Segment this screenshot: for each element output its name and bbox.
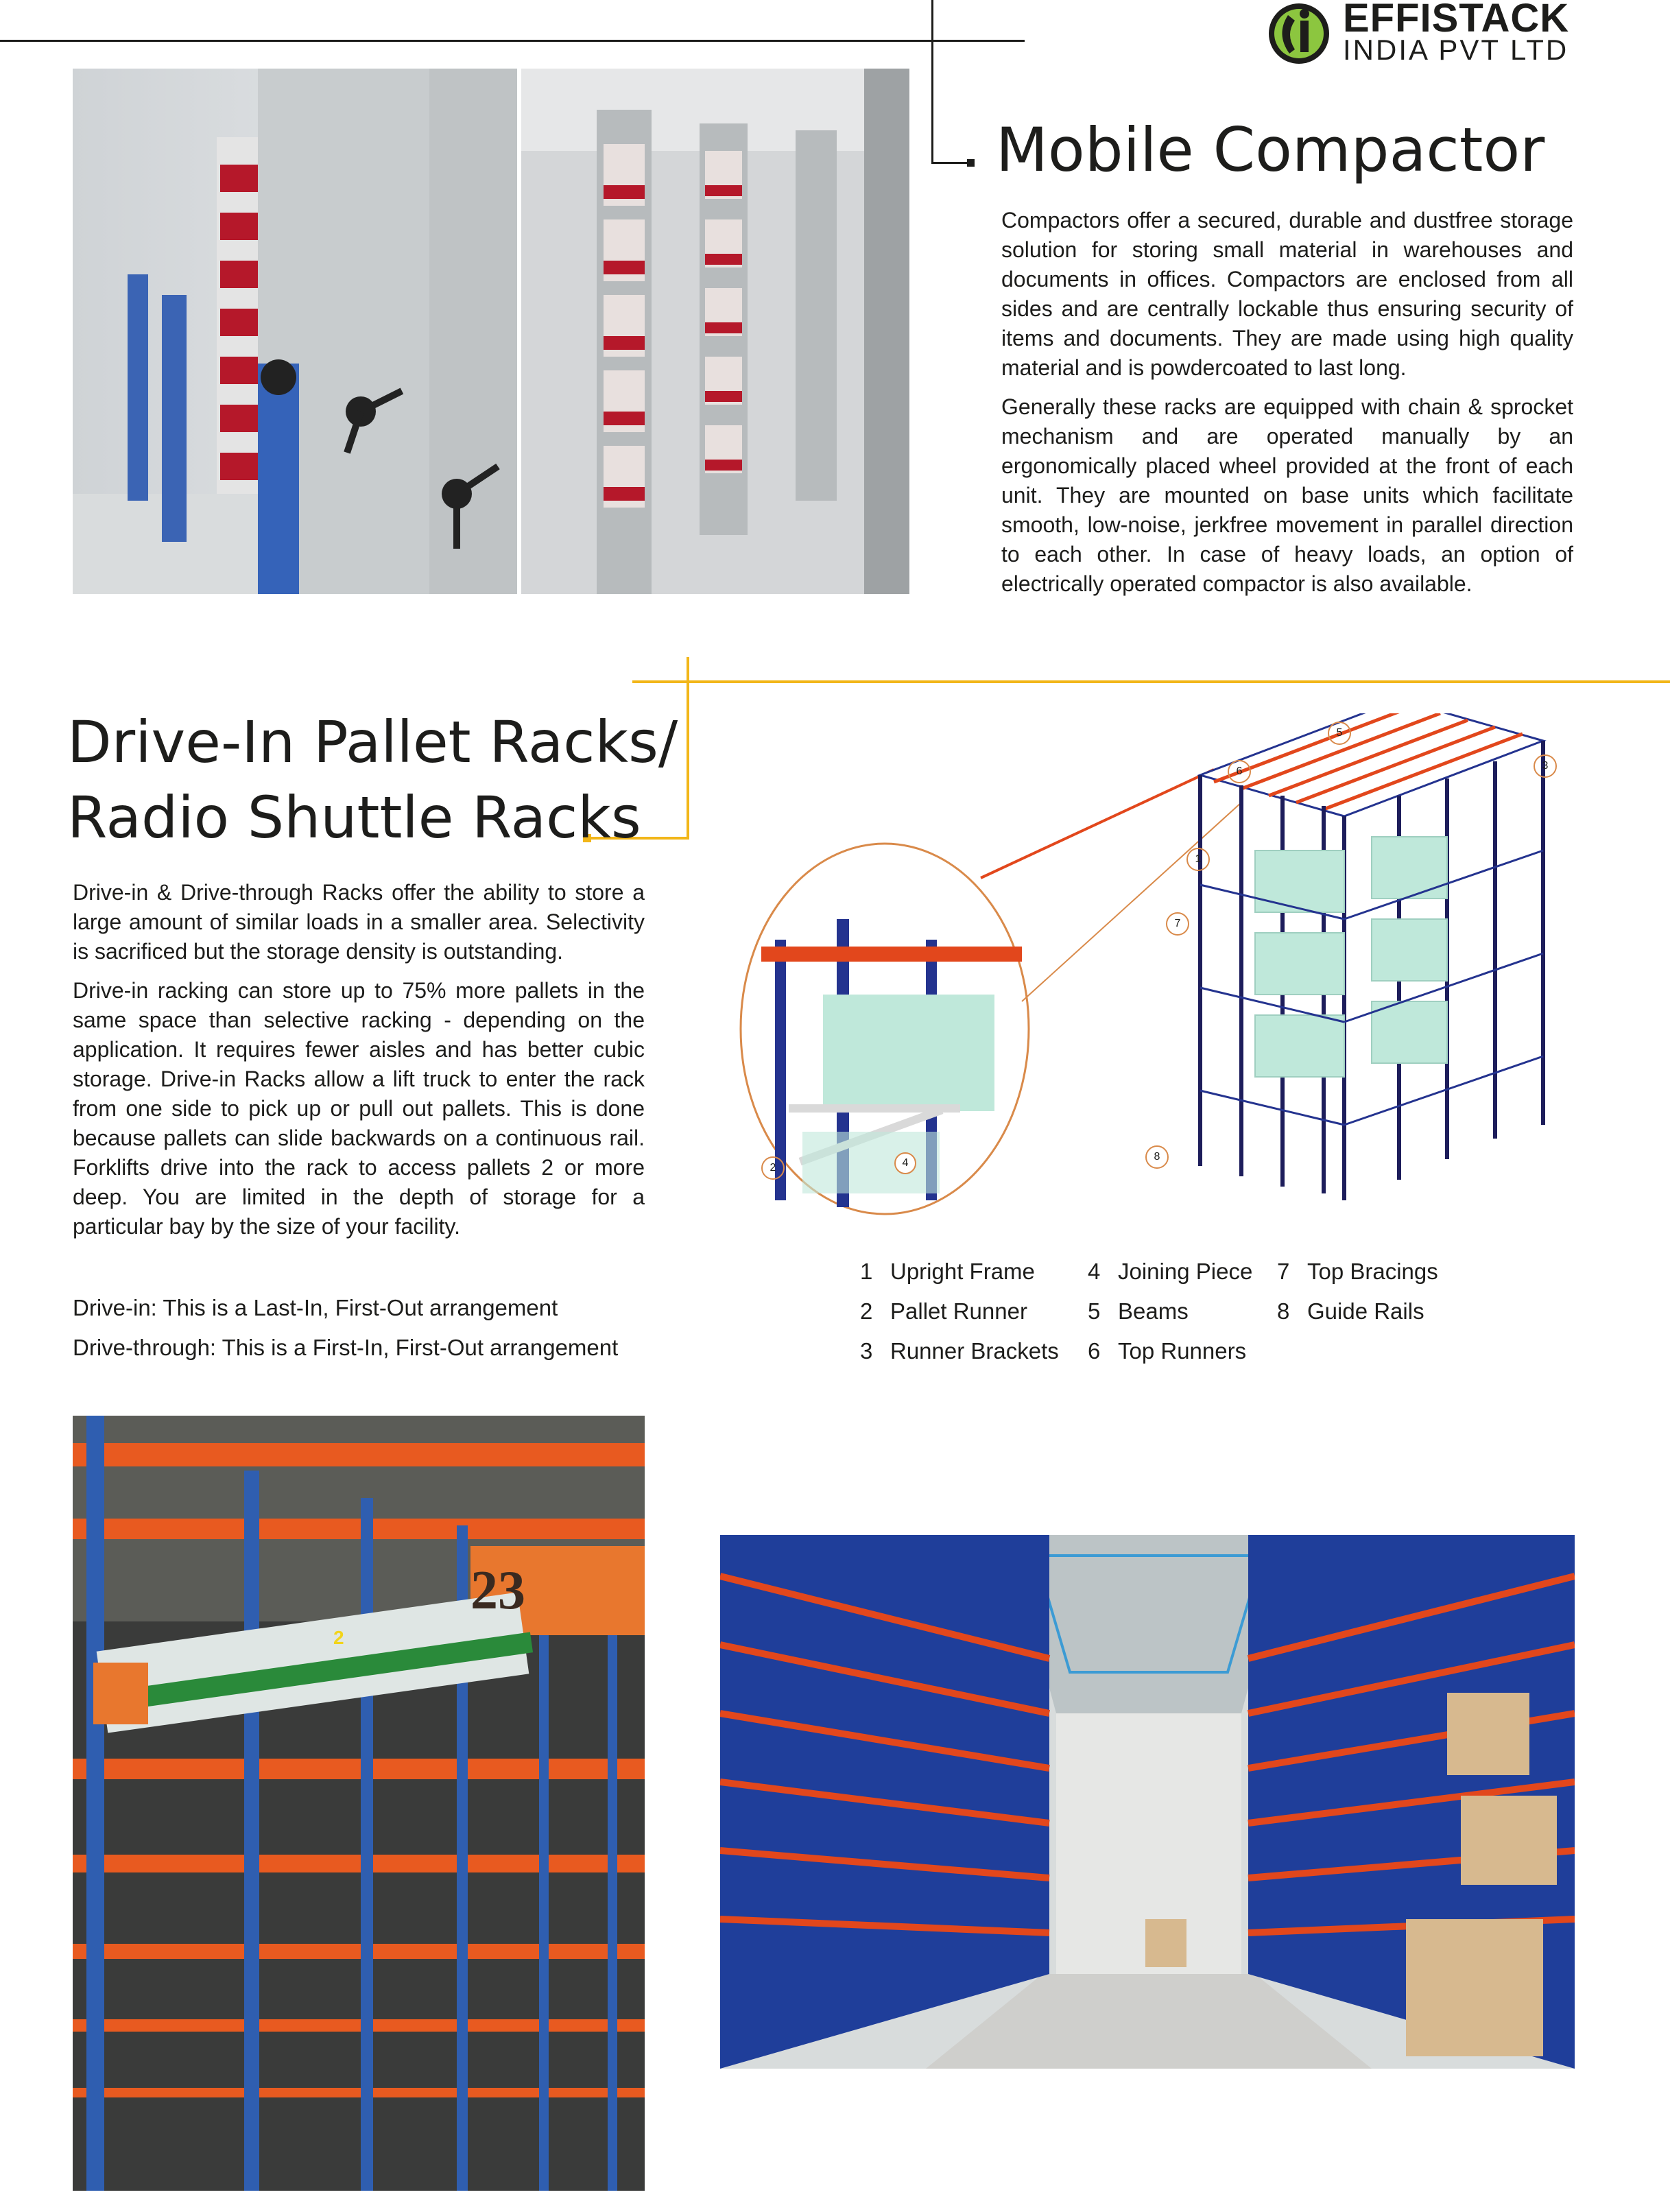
callout-2: 2 [761,1156,785,1180]
callout-3: 3 [1534,754,1557,778]
brand-name: EFFISTACK [1343,0,1570,40]
drive-in-para-2: Drive-in racking can store up to 75% more pallets in the same space than selective racking - depending on the application. It requires fewer aisles and has better cubic storage. Drive-in Racks allow a lift truck to enter the rack from one side to pick up or pull out pallets. This is done because pallets can slide backwards on a continuous rail. Forklifts drive into the rack to access pallets 2 or more deep. You are limited in the depth of storage for a particular bay by the size of your facility. [73,978,645,1239]
diagram-legend [860,1259,1477,1375]
drive-in-title-line-2: Radio Shuttle Racks [67,784,641,851]
legend-item: 2 Pallet Runner [860,1298,1027,1324]
callout-1: 1 [1186,848,1210,871]
legend-item: 6 Top Runners [1088,1338,1247,1364]
top-rule [0,40,1025,42]
brand-subtitle: INDIA PVT LTD [1343,34,1569,66]
title-underline-rule [931,162,970,164]
legend-item: 4 Joining Piece [1088,1259,1253,1284]
shuttle-number-label: 23 [470,1560,525,1621]
mobile-compactor-para-1: Compactors offer a secured, durable and dustfree storage solution for storing small material in warehouses and documents in offices. Compactors are enclosed from all sides and are centrally lockable thus ensuring security of items and documents. They are made using high quality material and is powdercoated to last long. [1001,208,1573,380]
yellow-vertical-rule [687,657,689,840]
callout-6: 6 [1228,760,1251,783]
legend-item: 8 Guide Rails [1277,1298,1424,1324]
drive-in-body [73,878,645,1251]
drive-through-note: Drive-through: This is a First-In, First-Out arrangement [73,1335,619,1360]
legend-item: 7 Top Bracings [1277,1259,1438,1284]
yellow-horizontal-rule [632,680,1670,683]
effistack-logo-icon [1267,0,1331,66]
mobile-compactor-para-2: Generally these racks are equipped with chain & sprocket mechanism and are operated manually by an ergonomically placed wheel provided at the front of each unit. They are mounted on base units which facilitate smooth, low-noise, jerkfree movement in parallel direction to each other. In case of heavy loads, an option of electrically operated compactor is also available. [1001,394,1573,596]
legend-item: 1 Upright Frame [860,1259,1035,1284]
mobile-compactor-body [1001,206,1573,608]
top-vertical-rule [931,0,933,163]
drive-in-title-line-1: Drive-In Pallet Racks/ [67,709,678,776]
mobile-compactor-title: Mobile Compactor [996,115,1545,185]
compactor-photo-left [73,69,517,594]
callout-8: 8 [1145,1145,1169,1169]
legend-item: 3 Runner Brackets [860,1338,1059,1364]
drive-in-para-1: Drive-in & Drive-through Racks offer the ability to store a large amount of similar loads in a smaller area. Selectivity is sacrificed but the storage density is outstanding. [73,880,645,964]
drive-in-warehouse-photo [720,1535,1575,2069]
drive-in-note: Drive-in: This is a Last-In, First-Out arrangement [73,1295,558,1320]
compactor-photo-right [521,69,909,594]
callout-4: 4 [894,1152,916,1174]
drive-in-rack-diagram [720,713,1584,1221]
radio-shuttle-photo [73,1416,645,2191]
title-marker [967,159,975,167]
callout-5: 5 [1328,722,1351,745]
shuttle-badge-label: 2 [333,1627,344,1648]
callout-7: 7 [1166,912,1189,936]
legend-item: 5 Beams [1088,1298,1189,1324]
